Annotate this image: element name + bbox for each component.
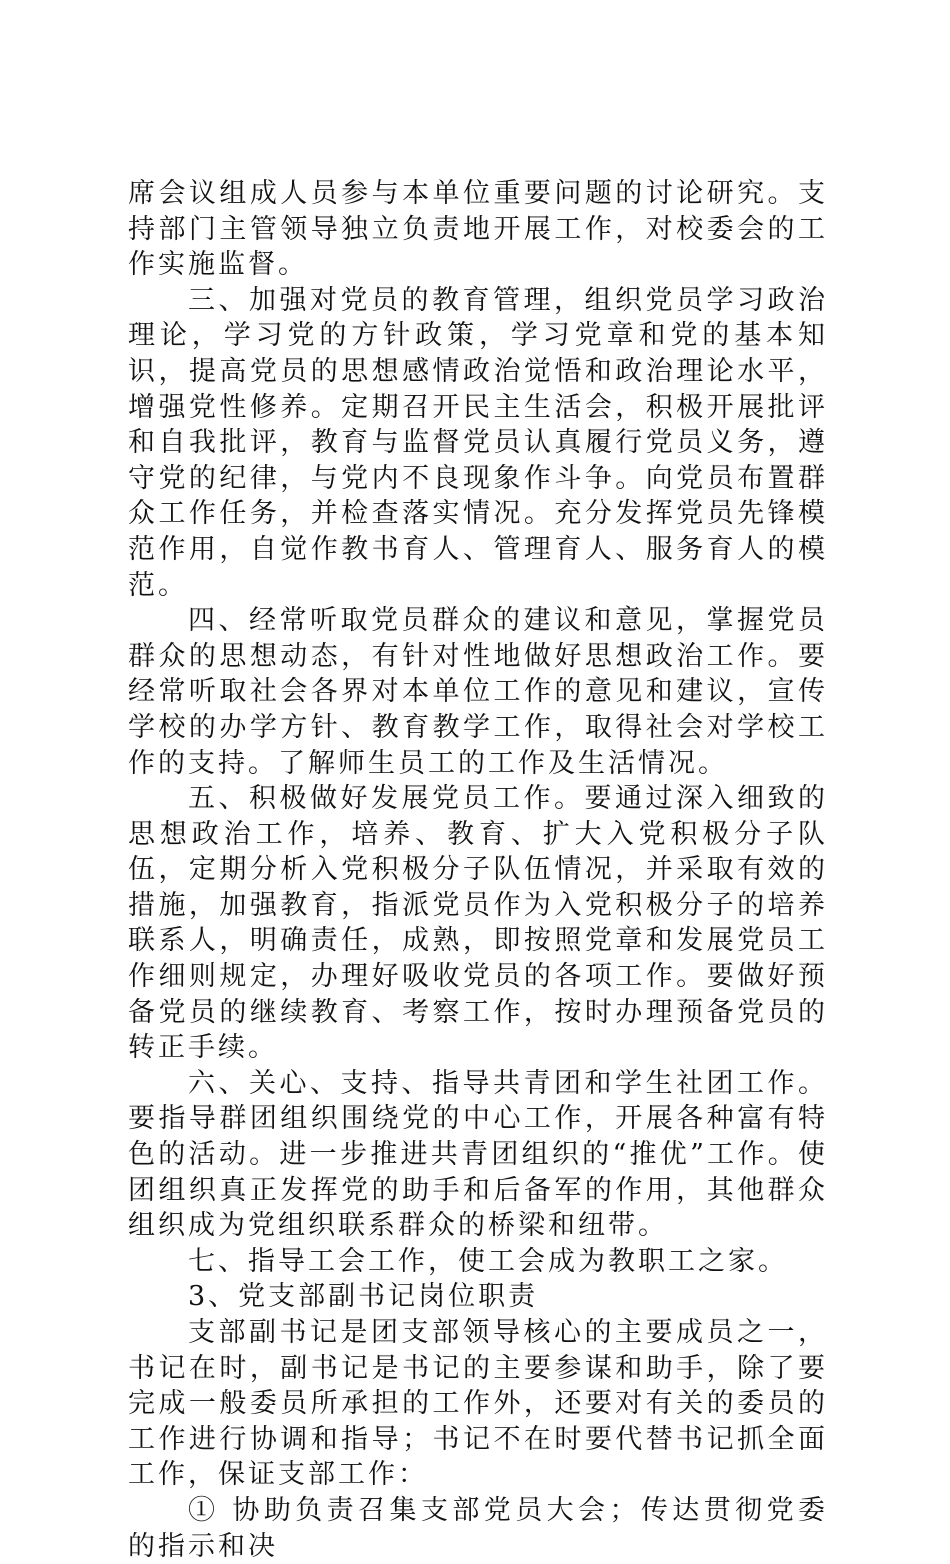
section-heading: 3、党支部副书记岗位职责 [188,1281,539,1313]
paragraph-item-4: 四、经常听取党员群众的建议和意见，掌握党员群众的思想动态，有针对性地做好思想政治工作。要经常听取社会各界对本单位工作的意见和建议，宣传学校的办学方针、教育教学工作，取得社会对学校工作的支持。了解师生员工的工作及生活情况。 [128,605,828,779]
paragraph-item-6: 六、关心、支持、指导共青团和学生社团工作。要指导群团组织围绕党的中心工作，开展各种富有特色的活动。进一步推进共青团组织的“推优”工作。使团组织真正发挥党的助手和后备军的作用，其他群众组织成为党组织联系群众的桥梁和纽带。 [128,1067,828,1242]
paragraph-deputy-secretary: 支部副书记是团支部领导核心的主要成员之一，书记在时，副书记是书记的主要参谋和助手，除了要完成一般委员所承担的工作外，还要对有关的委员的工作进行协调和指导；书记不在时要代替书记抓全面工作，保证支部工作： [128,1317,828,1491]
paragraph-item-7: 七、指导工会工作，使工会成为教职工之家。 [188,1245,788,1277]
paragraph-duty-1: ① 协助负责召集支部党员大会；传达贯彻党委的指示和决 [128,1494,828,1562]
paragraph-continuation: 席会议组成人员参与本单位重要问题的讨论研究。支持部门主管领导独立负责地开展工作，对校委会的工作实施监督。 [128,178,828,281]
paragraph-item-5: 五、积极做好发展党员工作。要通过深入细致的思想政治工作，培养、教育、扩大入党积极分子队伍，定期分析入党积极分子队伍情况，并采取有效的措施，加强教育，指派党员作为入党积极分子的培养联系人，明确责任，成熟，即按照党章和发展党员工作细则规定，办理好吸收党员的各项工作。要做好预备党员的继续教育、考察工作，按时办理预备党员的转正手续。 [128,783,828,1064]
paragraph-item-3: 三、加强对党员的教育管理，组织党员学习政治理论，学习党的方针政策，学习党章和党的基本知识，提高党员的思想感情政治觉悟和政治理论水平，增强党性修养。定期召开民主生活会，积极开展批评和自我批评，教育与监督党员认真履行党员义务，遵守党的纪律，与党内不良现象作斗争。向党员布置群众工作任务，并检查落实情况。充分发挥党员先锋模范作用，自觉作教书育人、管理育人、服务育人的模范。 [128,284,828,601]
document-body [128,176,828,1564]
